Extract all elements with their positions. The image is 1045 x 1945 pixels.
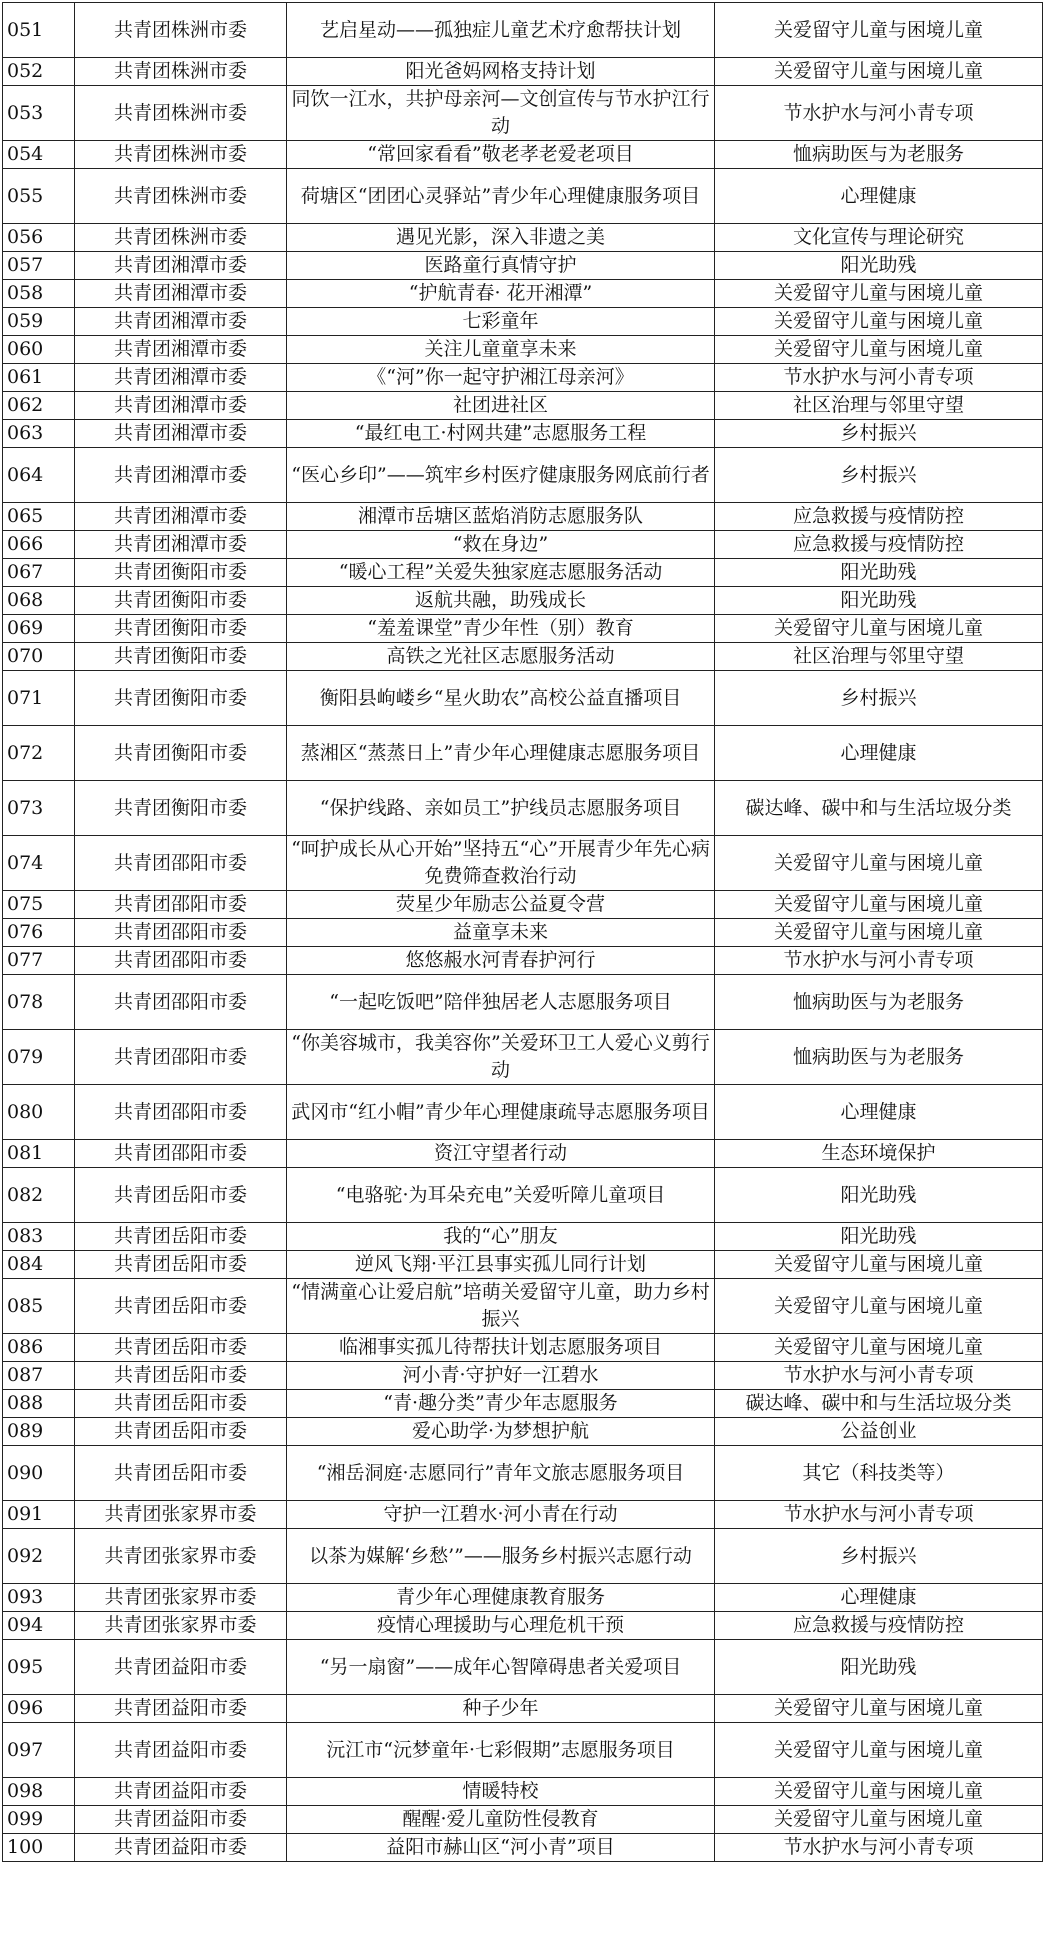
row-organization: 共青团岳阳市委 — [75, 1446, 287, 1501]
row-organization: 共青团邵阳市委 — [75, 836, 287, 891]
table-row — [3, 1834, 1043, 1862]
row-project-name: 阳光爸妈网格支持计划 — [287, 58, 715, 86]
row-category: 应急救援与疫情防控 — [715, 503, 1043, 531]
row-category: 心理健康 — [715, 726, 1043, 781]
table-row — [3, 643, 1043, 671]
row-project-name: 疫情心理援助与心理危机干预 — [287, 1612, 715, 1640]
row-project-name: 湘潭市岳塘区蓝焰消防志愿服务队 — [287, 503, 715, 531]
row-organization: 共青团益阳市委 — [75, 1806, 287, 1834]
table-row — [3, 252, 1043, 280]
table-row — [3, 308, 1043, 336]
row-number: 072 — [3, 726, 75, 781]
row-project-name: 逆风飞翔·平江县事实孤儿同行计划 — [287, 1251, 715, 1279]
table-row — [3, 726, 1043, 781]
row-number: 060 — [3, 336, 75, 364]
row-organization: 共青团张家界市委 — [75, 1584, 287, 1612]
row-category: 关爱留守儿童与困境儿童 — [715, 615, 1043, 643]
row-organization: 共青团株洲市委 — [75, 169, 287, 224]
row-number: 051 — [3, 3, 75, 58]
row-project-name: “羞羞课堂”青少年性（别）教育 — [287, 615, 715, 643]
row-project-name: “医心乡印”——筑牢乡村医疗健康服务网底前行者 — [287, 448, 715, 503]
row-organization: 共青团岳阳市委 — [75, 1223, 287, 1251]
table-row — [3, 671, 1043, 726]
row-number: 054 — [3, 141, 75, 169]
row-number: 052 — [3, 58, 75, 86]
table-row — [3, 1806, 1043, 1834]
row-number: 065 — [3, 503, 75, 531]
table-row — [3, 1695, 1043, 1723]
table-row — [3, 1640, 1043, 1695]
row-number: 090 — [3, 1446, 75, 1501]
row-organization: 共青团衡阳市委 — [75, 559, 287, 587]
row-category: 公益创业 — [715, 1418, 1043, 1446]
row-project-name: 以茶为媒解‘乡愁’”——服务乡村振兴志愿行动 — [287, 1529, 715, 1584]
row-project-name: 高铁之光社区志愿服务活动 — [287, 643, 715, 671]
row-number: 098 — [3, 1778, 75, 1806]
row-number: 074 — [3, 836, 75, 891]
row-number: 094 — [3, 1612, 75, 1640]
row-project-name: 情暖特校 — [287, 1778, 715, 1806]
row-project-name: 蒸湘区“蒸蒸日上”青少年心理健康志愿服务项目 — [287, 726, 715, 781]
row-project-name: 艺启星动——孤独症儿童艺术疗愈帮扶计划 — [287, 3, 715, 58]
row-project-name: 武冈市“红小帽”青少年心理健康疏导志愿服务项目 — [287, 1085, 715, 1140]
table-row — [3, 141, 1043, 169]
row-project-name: 荷塘区“团团心灵驿站”青少年心理健康服务项目 — [287, 169, 715, 224]
row-category: 恤病助医与为老服务 — [715, 975, 1043, 1030]
row-category: 乡村振兴 — [715, 448, 1043, 503]
row-number: 061 — [3, 364, 75, 392]
row-organization: 共青团邵阳市委 — [75, 1030, 287, 1085]
table-row — [3, 615, 1043, 643]
table-row — [3, 1030, 1043, 1085]
row-category: 关爱留守儿童与困境儿童 — [715, 891, 1043, 919]
row-number: 081 — [3, 1140, 75, 1168]
table-row — [3, 1085, 1043, 1140]
row-organization: 共青团邵阳市委 — [75, 919, 287, 947]
table-row — [3, 1279, 1043, 1334]
row-number: 093 — [3, 1584, 75, 1612]
row-organization: 共青团益阳市委 — [75, 1723, 287, 1778]
row-project-name: 我的“心”朋友 — [287, 1223, 715, 1251]
row-organization: 共青团邵阳市委 — [75, 1085, 287, 1140]
row-number: 088 — [3, 1390, 75, 1418]
row-category: 关爱留守儿童与困境儿童 — [715, 1695, 1043, 1723]
table-row — [3, 1529, 1043, 1584]
table-row — [3, 781, 1043, 836]
row-category: 恤病助医与为老服务 — [715, 141, 1043, 169]
row-project-name: “湘岳洞庭·志愿同行”青年文旅志愿服务项目 — [287, 1446, 715, 1501]
row-number: 092 — [3, 1529, 75, 1584]
row-number: 099 — [3, 1806, 75, 1834]
row-category: 阳光助残 — [715, 587, 1043, 615]
row-organization: 共青团衡阳市委 — [75, 643, 287, 671]
row-project-name: “呵护成长从心开始”坚持五“心”开展青少年先心病免费筛查救治行动 — [287, 836, 715, 891]
row-category: 关爱留守儿童与困境儿童 — [715, 1723, 1043, 1778]
row-number: 082 — [3, 1168, 75, 1223]
row-category: 节水护水与河小青专项 — [715, 1834, 1043, 1862]
row-organization: 共青团衡阳市委 — [75, 671, 287, 726]
row-number: 057 — [3, 252, 75, 280]
row-project-name: 《“河”你一起守护湘江母亲河》 — [287, 364, 715, 392]
row-number: 075 — [3, 891, 75, 919]
row-number: 087 — [3, 1362, 75, 1390]
row-organization: 共青团衡阳市委 — [75, 726, 287, 781]
row-number: 076 — [3, 919, 75, 947]
row-project-name: 沅江市“沅梦童年·七彩假期”志愿服务项目 — [287, 1723, 715, 1778]
table-row — [3, 1334, 1043, 1362]
row-category: 节水护水与河小青专项 — [715, 947, 1043, 975]
row-number: 078 — [3, 975, 75, 1030]
row-organization: 共青团岳阳市委 — [75, 1279, 287, 1334]
row-organization: 共青团湘潭市委 — [75, 252, 287, 280]
row-project-name: 七彩童年 — [287, 308, 715, 336]
row-organization: 共青团邵阳市委 — [75, 1140, 287, 1168]
row-organization: 共青团株洲市委 — [75, 141, 287, 169]
row-category: 文化宣传与理论研究 — [715, 224, 1043, 252]
row-category: 关爱留守儿童与困境儿童 — [715, 308, 1043, 336]
row-project-name: 种子少年 — [287, 1695, 715, 1723]
row-number: 096 — [3, 1695, 75, 1723]
table-row — [3, 947, 1043, 975]
table-row — [3, 169, 1043, 224]
row-organization: 共青团湘潭市委 — [75, 336, 287, 364]
table-row — [3, 1501, 1043, 1529]
table-row — [3, 86, 1043, 141]
row-project-name: 同饮一江水，共护母亲河—文创宣传与节水护江行动 — [287, 86, 715, 141]
table-row — [3, 392, 1043, 420]
row-category: 阳光助残 — [715, 1168, 1043, 1223]
row-organization: 共青团益阳市委 — [75, 1834, 287, 1862]
row-organization: 共青团岳阳市委 — [75, 1390, 287, 1418]
row-project-name: 衡阳县岣嵝乡“星火助农”高校公益直播项目 — [287, 671, 715, 726]
row-number: 063 — [3, 420, 75, 448]
row-category: 关爱留守儿童与困境儿童 — [715, 1279, 1043, 1334]
row-number: 070 — [3, 643, 75, 671]
project-table — [2, 2, 1043, 1862]
row-organization: 共青团株洲市委 — [75, 3, 287, 58]
row-organization: 共青团衡阳市委 — [75, 587, 287, 615]
row-organization: 共青团岳阳市委 — [75, 1334, 287, 1362]
row-organization: 共青团益阳市委 — [75, 1640, 287, 1695]
row-project-name: “暖心工程”关爱失独家庭志愿服务活动 — [287, 559, 715, 587]
row-category: 其它（科技类等） — [715, 1446, 1043, 1501]
row-number: 069 — [3, 615, 75, 643]
row-category: 碳达峰、碳中和与生活垃圾分类 — [715, 1390, 1043, 1418]
row-category: 乡村振兴 — [715, 671, 1043, 726]
table-row — [3, 975, 1043, 1030]
row-project-name: 遇见光影，深入非遗之美 — [287, 224, 715, 252]
table-row — [3, 224, 1043, 252]
row-organization: 共青团岳阳市委 — [75, 1168, 287, 1223]
row-category: 生态环境保护 — [715, 1140, 1043, 1168]
row-number: 053 — [3, 86, 75, 141]
row-organization: 共青团张家界市委 — [75, 1529, 287, 1584]
row-organization: 共青团株洲市委 — [75, 224, 287, 252]
row-project-name: 青少年心理健康教育服务 — [287, 1584, 715, 1612]
row-category: 关爱留守儿童与困境儿童 — [715, 1334, 1043, 1362]
row-category: 节水护水与河小青专项 — [715, 364, 1043, 392]
row-category: 关爱留守儿童与困境儿童 — [715, 836, 1043, 891]
row-category: 心理健康 — [715, 169, 1043, 224]
row-project-name: 资江守望者行动 — [287, 1140, 715, 1168]
row-category: 阳光助残 — [715, 1640, 1043, 1695]
row-number: 056 — [3, 224, 75, 252]
row-category: 应急救援与疫情防控 — [715, 1612, 1043, 1640]
row-number: 059 — [3, 308, 75, 336]
row-organization: 共青团邵阳市委 — [75, 891, 287, 919]
row-number: 058 — [3, 280, 75, 308]
row-project-name: 醒醒·爱儿童防性侵教育 — [287, 1806, 715, 1834]
table-row — [3, 1778, 1043, 1806]
table-row — [3, 1612, 1043, 1640]
row-organization: 共青团邵阳市委 — [75, 975, 287, 1030]
row-project-name: 临湘事实孤儿待帮扶计划志愿服务项目 — [287, 1334, 715, 1362]
row-number: 073 — [3, 781, 75, 836]
row-project-name: “救在身边” — [287, 531, 715, 559]
row-project-name: “最红电工·村网共建”志愿服务工程 — [287, 420, 715, 448]
row-organization: 共青团衡阳市委 — [75, 615, 287, 643]
row-project-name: 关注儿童童享未来 — [287, 336, 715, 364]
row-organization: 共青团益阳市委 — [75, 1778, 287, 1806]
table-row — [3, 58, 1043, 86]
row-category: 阳光助残 — [715, 252, 1043, 280]
row-number: 084 — [3, 1251, 75, 1279]
row-project-name: 益童享未来 — [287, 919, 715, 947]
row-number: 071 — [3, 671, 75, 726]
row-category: 心理健康 — [715, 1584, 1043, 1612]
row-number: 091 — [3, 1501, 75, 1529]
row-category: 应急救援与疫情防控 — [715, 531, 1043, 559]
row-category: 关爱留守儿童与困境儿童 — [715, 58, 1043, 86]
row-number: 066 — [3, 531, 75, 559]
table-row — [3, 420, 1043, 448]
row-category: 关爱留守儿童与困境儿童 — [715, 919, 1043, 947]
row-category: 社区治理与邻里守望 — [715, 392, 1043, 420]
row-category: 阳光助残 — [715, 1223, 1043, 1251]
row-number: 097 — [3, 1723, 75, 1778]
row-organization: 共青团湘潭市委 — [75, 420, 287, 448]
row-organization: 共青团岳阳市委 — [75, 1418, 287, 1446]
row-organization: 共青团株洲市委 — [75, 86, 287, 141]
row-project-name: “一起吃饭吧”陪伴独居老人志愿服务项目 — [287, 975, 715, 1030]
table-row — [3, 836, 1043, 891]
row-number: 100 — [3, 1834, 75, 1862]
table-row — [3, 587, 1043, 615]
row-project-name: “电骆驼·为耳朵充电”关爱听障儿童项目 — [287, 1168, 715, 1223]
row-project-name: “常回家看看”敬老孝老爱老项目 — [287, 141, 715, 169]
row-category: 碳达峰、碳中和与生活垃圾分类 — [715, 781, 1043, 836]
row-organization: 共青团衡阳市委 — [75, 781, 287, 836]
row-category: 心理健康 — [715, 1085, 1043, 1140]
row-number: 079 — [3, 1030, 75, 1085]
table-row — [3, 1362, 1043, 1390]
row-organization: 共青团张家界市委 — [75, 1612, 287, 1640]
table-row — [3, 1223, 1043, 1251]
table-row — [3, 1168, 1043, 1223]
row-project-name: “你美容城市，我美容你”关爱环卫工人爱心义剪行动 — [287, 1030, 715, 1085]
table-body — [3, 3, 1043, 1862]
row-number: 077 — [3, 947, 75, 975]
row-category: 阳光助残 — [715, 559, 1043, 587]
row-category: 恤病助医与为老服务 — [715, 1030, 1043, 1085]
row-project-name: “另一扇窗”——成年心智障碍患者关爱项目 — [287, 1640, 715, 1695]
row-category: 社区治理与邻里守望 — [715, 643, 1043, 671]
row-organization: 共青团湘潭市委 — [75, 448, 287, 503]
row-project-name: 医路童行真情守护 — [287, 252, 715, 280]
table-row — [3, 448, 1043, 503]
row-category: 关爱留守儿童与困境儿童 — [715, 1778, 1043, 1806]
row-project-name: 爱心助学·为梦想护航 — [287, 1418, 715, 1446]
row-category: 乡村振兴 — [715, 1529, 1043, 1584]
table-row — [3, 1418, 1043, 1446]
row-number: 062 — [3, 392, 75, 420]
row-organization: 共青团株洲市委 — [75, 58, 287, 86]
row-number: 089 — [3, 1418, 75, 1446]
table-row — [3, 1723, 1043, 1778]
row-project-name: “青·趣分类”青少年志愿服务 — [287, 1390, 715, 1418]
row-category: 节水护水与河小青专项 — [715, 1501, 1043, 1529]
row-project-name: 守护一江碧水·河小青在行动 — [287, 1501, 715, 1529]
row-organization: 共青团张家界市委 — [75, 1501, 287, 1529]
row-project-name: 益阳市赫山区“河小青”项目 — [287, 1834, 715, 1862]
row-organization: 共青团岳阳市委 — [75, 1251, 287, 1279]
row-project-name: 悠悠赧水河青春护河行 — [287, 947, 715, 975]
table-row — [3, 1446, 1043, 1501]
row-number: 055 — [3, 169, 75, 224]
table-row — [3, 280, 1043, 308]
row-organization: 共青团湘潭市委 — [75, 531, 287, 559]
row-organization: 共青团湘潭市委 — [75, 280, 287, 308]
row-number: 067 — [3, 559, 75, 587]
table-row — [3, 1140, 1043, 1168]
table-row — [3, 364, 1043, 392]
table-row — [3, 891, 1043, 919]
table-row — [3, 1251, 1043, 1279]
table-row — [3, 336, 1043, 364]
row-number: 083 — [3, 1223, 75, 1251]
table-row — [3, 919, 1043, 947]
row-organization: 共青团湘潭市委 — [75, 364, 287, 392]
row-project-name: “保护线路、亲如员工”护线员志愿服务项目 — [287, 781, 715, 836]
table-row — [3, 559, 1043, 587]
row-number: 095 — [3, 1640, 75, 1695]
row-project-name: “情满童心让爱启航”培萌关爱留守儿童，助力乡村振兴 — [287, 1279, 715, 1334]
row-category: 关爱留守儿童与困境儿童 — [715, 1806, 1043, 1834]
row-organization: 共青团岳阳市委 — [75, 1362, 287, 1390]
row-organization: 共青团湘潭市委 — [75, 308, 287, 336]
row-project-name: 社团进社区 — [287, 392, 715, 420]
row-number: 086 — [3, 1334, 75, 1362]
row-project-name: “护航青春· 花开湘潭” — [287, 280, 715, 308]
row-organization: 共青团益阳市委 — [75, 1695, 287, 1723]
row-category: 关爱留守儿童与困境儿童 — [715, 336, 1043, 364]
row-project-name: 荧星少年励志公益夏令营 — [287, 891, 715, 919]
row-number: 064 — [3, 448, 75, 503]
row-number: 068 — [3, 587, 75, 615]
row-organization: 共青团邵阳市委 — [75, 947, 287, 975]
row-number: 080 — [3, 1085, 75, 1140]
row-category: 关爱留守儿童与困境儿童 — [715, 280, 1043, 308]
row-project-name: 河小青·守护好一江碧水 — [287, 1362, 715, 1390]
row-organization: 共青团湘潭市委 — [75, 503, 287, 531]
row-category: 乡村振兴 — [715, 420, 1043, 448]
row-organization: 共青团湘潭市委 — [75, 392, 287, 420]
table-row — [3, 503, 1043, 531]
table-row — [3, 1390, 1043, 1418]
row-project-name: 返航共融，助残成长 — [287, 587, 715, 615]
row-category: 节水护水与河小青专项 — [715, 1362, 1043, 1390]
table-row — [3, 531, 1043, 559]
table-row — [3, 3, 1043, 58]
row-number: 085 — [3, 1279, 75, 1334]
row-category: 关爱留守儿童与困境儿童 — [715, 1251, 1043, 1279]
table-row — [3, 1584, 1043, 1612]
row-category: 关爱留守儿童与困境儿童 — [715, 3, 1043, 58]
row-category: 节水护水与河小青专项 — [715, 86, 1043, 141]
